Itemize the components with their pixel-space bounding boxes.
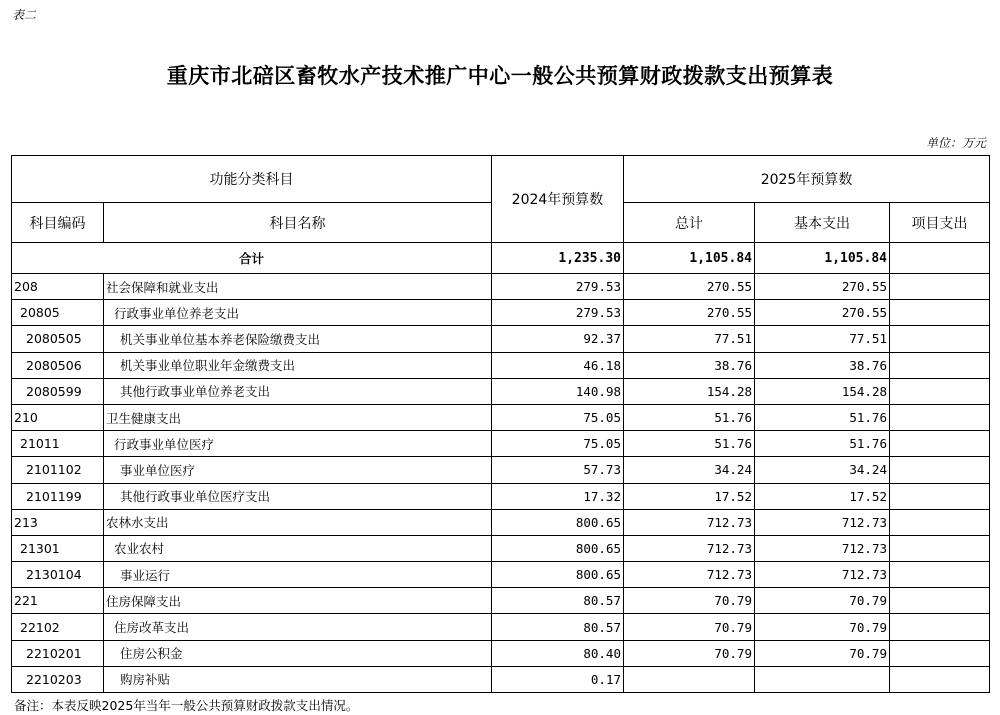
- code-cell: 2210203: [12, 666, 104, 692]
- name-cell: 其他行政事业单位医疗支出: [104, 483, 492, 509]
- code-cell: 20805: [12, 300, 104, 326]
- budget-2024-cell: 92.37: [492, 326, 624, 352]
- name-cell: 住房公积金: [104, 640, 492, 666]
- name-cell: 其他行政事业单位养老支出: [104, 378, 492, 404]
- basic-cell: 38.76: [755, 352, 890, 378]
- name-cell: 住房保障支出: [104, 588, 492, 614]
- budget-2024-cell: 800.65: [492, 509, 624, 535]
- basic-cell: 712.73: [755, 509, 890, 535]
- budget-2024-cell: 0.17: [492, 666, 624, 692]
- code-cell: 21301: [12, 535, 104, 561]
- table-row: [12, 457, 990, 483]
- total-cell: 77.51: [624, 326, 755, 352]
- basic-cell: 712.73: [755, 535, 890, 561]
- name-cell: 机关事业单位职业年金缴费支出: [104, 352, 492, 378]
- total-cell: 270.55: [624, 274, 755, 300]
- name-cell: 卫生健康支出: [104, 404, 492, 430]
- total-cell: 38.76: [624, 352, 755, 378]
- name-cell: 行政事业单位医疗: [104, 431, 492, 457]
- project-cell: [890, 588, 990, 614]
- project-cell: [890, 483, 990, 509]
- total-cell: 17.52: [624, 483, 755, 509]
- total-label: 合计: [12, 243, 492, 274]
- unit-label: 单位：万元: [925, 136, 986, 150]
- table-row: [12, 300, 990, 326]
- budget-2024-cell: 80.57: [492, 588, 624, 614]
- name-cell: 机关事业单位基本养老保险缴费支出: [104, 326, 492, 352]
- total-cell: 270.55: [624, 300, 755, 326]
- budget-2024-cell: 140.98: [492, 378, 624, 404]
- project-cell: [890, 457, 990, 483]
- table-row: [12, 326, 990, 352]
- project-cell: [890, 666, 990, 692]
- project-cell: [890, 535, 990, 561]
- table-tag: 表二: [12, 8, 37, 22]
- page-title: 重庆市北碚区畜牧水产技术推广中心一般公共预算财政拨款支出预算表: [166, 63, 834, 88]
- budget-2024-cell: 46.18: [492, 352, 624, 378]
- header-project: 项目支出: [890, 203, 990, 243]
- total-cell: 34.24: [624, 457, 755, 483]
- total-basic: 1,105.84: [755, 243, 890, 274]
- budget-2024-cell: 80.40: [492, 640, 624, 666]
- code-cell: 2101199: [12, 483, 104, 509]
- project-cell: [890, 640, 990, 666]
- header-total: 总计: [624, 203, 755, 243]
- budget-2024-cell: 279.53: [492, 300, 624, 326]
- table-row: [12, 562, 990, 588]
- basic-cell: 270.55: [755, 300, 890, 326]
- header-budget-2025: 2025年预算数: [624, 156, 990, 203]
- header-budget-2024: 2024年预算数: [492, 156, 624, 243]
- project-cell: [890, 562, 990, 588]
- name-cell: 农业农村: [104, 535, 492, 561]
- basic-cell: 51.76: [755, 404, 890, 430]
- basic-cell: 154.28: [755, 378, 890, 404]
- code-cell: 208: [12, 274, 104, 300]
- budget-2024-cell: 75.05: [492, 431, 624, 457]
- table-row: [12, 431, 990, 457]
- project-cell: [890, 509, 990, 535]
- code-cell: 2130104: [12, 562, 104, 588]
- total-cell: 712.73: [624, 562, 755, 588]
- project-cell: [890, 300, 990, 326]
- budget-2024-cell: 800.65: [492, 535, 624, 561]
- code-cell: 21011: [12, 431, 104, 457]
- code-cell: 22102: [12, 614, 104, 640]
- total-total: 1,105.84: [624, 243, 755, 274]
- table-row: [12, 509, 990, 535]
- basic-cell: 70.79: [755, 614, 890, 640]
- code-cell: 2080505: [12, 326, 104, 352]
- budget-2024-cell: 17.32: [492, 483, 624, 509]
- table-row: [12, 640, 990, 666]
- code-cell: 2080506: [12, 352, 104, 378]
- header-func-category: 功能分类科目: [12, 156, 492, 203]
- total-cell: [624, 666, 755, 692]
- name-cell: 行政事业单位养老支出: [104, 300, 492, 326]
- table-row: [12, 378, 990, 404]
- basic-cell: 270.55: [755, 274, 890, 300]
- table-row: [12, 404, 990, 430]
- project-cell: [890, 274, 990, 300]
- budget-2024-cell: 279.53: [492, 274, 624, 300]
- total-row: [12, 243, 990, 274]
- name-cell: 社会保障和就业支出: [104, 274, 492, 300]
- basic-cell: 34.24: [755, 457, 890, 483]
- budget-table: [11, 155, 990, 693]
- header-name: 科目名称: [104, 203, 492, 243]
- table-row: [12, 274, 990, 300]
- budget-2024-cell: 57.73: [492, 457, 624, 483]
- basic-cell: 51.76: [755, 431, 890, 457]
- code-cell: 2080599: [12, 378, 104, 404]
- total-cell: 70.79: [624, 588, 755, 614]
- budget-2024-cell: 80.57: [492, 614, 624, 640]
- table-row: [12, 352, 990, 378]
- project-cell: [890, 378, 990, 404]
- project-cell: [890, 352, 990, 378]
- name-cell: 购房补贴: [104, 666, 492, 692]
- table-row: [12, 614, 990, 640]
- total-cell: 712.73: [624, 509, 755, 535]
- total-cell: 154.28: [624, 378, 755, 404]
- header-basic: 基本支出: [755, 203, 890, 243]
- code-cell: 213: [12, 509, 104, 535]
- code-cell: 2210201: [12, 640, 104, 666]
- total-cell: 70.79: [624, 640, 755, 666]
- name-cell: 事业运行: [104, 562, 492, 588]
- table-row: [12, 666, 990, 692]
- total-cell: 51.76: [624, 431, 755, 457]
- footer-note: 备注：本表反映2025年当年一般公共预算财政拨款支出情况。: [14, 698, 359, 713]
- project-cell: [890, 404, 990, 430]
- project-cell: [890, 326, 990, 352]
- name-cell: 住房改革支出: [104, 614, 492, 640]
- project-cell: [890, 431, 990, 457]
- total-cell: 712.73: [624, 535, 755, 561]
- table-row: [12, 535, 990, 561]
- project-cell: [890, 614, 990, 640]
- budget-2024-cell: 800.65: [492, 562, 624, 588]
- total-project: [890, 243, 990, 274]
- total-cell: 51.76: [624, 404, 755, 430]
- table-row: [12, 588, 990, 614]
- basic-cell: 70.79: [755, 640, 890, 666]
- basic-cell: 77.51: [755, 326, 890, 352]
- header-code: 科目编码: [12, 203, 104, 243]
- code-cell: 2101102: [12, 457, 104, 483]
- name-cell: 事业单位医疗: [104, 457, 492, 483]
- code-cell: 221: [12, 588, 104, 614]
- total-budget-2024: 1,235.30: [492, 243, 624, 274]
- code-cell: 210: [12, 404, 104, 430]
- basic-cell: 712.73: [755, 562, 890, 588]
- table-row: [12, 483, 990, 509]
- total-cell: 70.79: [624, 614, 755, 640]
- name-cell: 农林水支出: [104, 509, 492, 535]
- budget-2024-cell: 75.05: [492, 404, 624, 430]
- basic-cell: [755, 666, 890, 692]
- basic-cell: 70.79: [755, 588, 890, 614]
- basic-cell: 17.52: [755, 483, 890, 509]
